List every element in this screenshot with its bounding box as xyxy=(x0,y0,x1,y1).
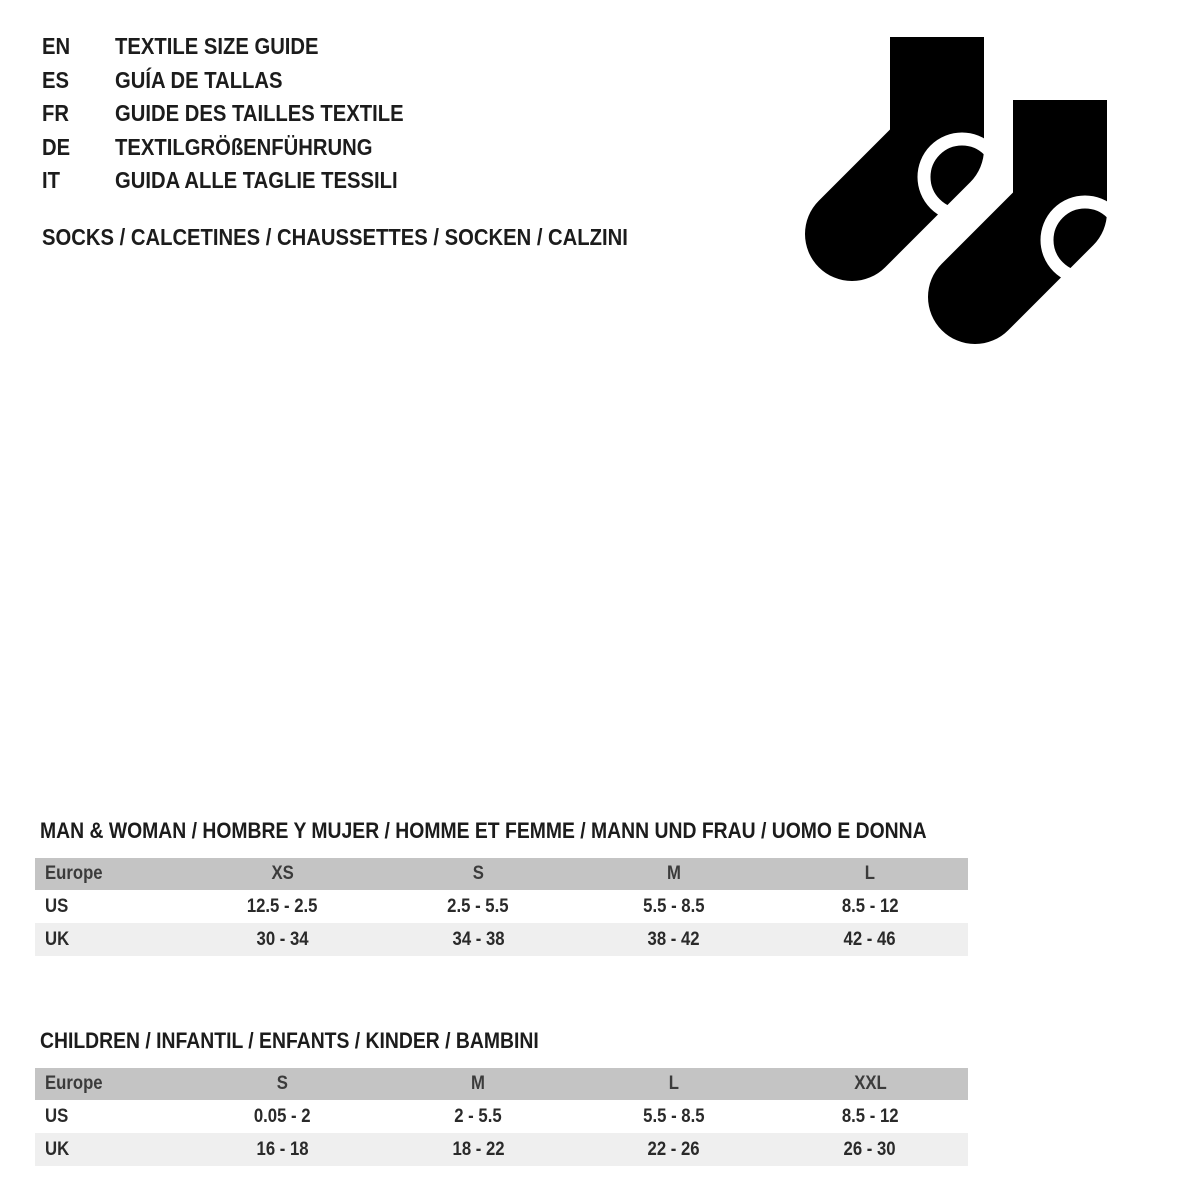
size-value-cell: 2.5 - 5.5 xyxy=(380,890,576,923)
table-header-row xyxy=(35,858,968,890)
language-title-block xyxy=(42,30,443,198)
size-value-cell: 42 - 46 xyxy=(772,923,968,956)
children-title: CHILDREN / INFANTIL / ENFANTS / KINDER / BAMBINI xyxy=(40,1028,539,1053)
size-value-cell: 18 - 22 xyxy=(380,1133,576,1166)
size-value-cell: 16 - 18 xyxy=(184,1133,380,1166)
man-woman-size-table xyxy=(35,858,968,956)
region-header-cell: Europe xyxy=(35,1068,184,1100)
size-value-cell: 0.05 - 2 xyxy=(184,1100,380,1133)
language-code: IT xyxy=(42,167,60,194)
size-value-cell: 12.5 - 2.5 xyxy=(184,890,380,923)
size-header-cell: S xyxy=(184,1068,380,1100)
table-row-uk xyxy=(35,1133,968,1166)
size-header-cell: XS xyxy=(184,858,380,890)
language-row-it xyxy=(42,164,443,198)
children-section xyxy=(35,1028,968,1166)
size-value-cell: 34 - 38 xyxy=(380,923,576,956)
language-code: DE xyxy=(42,133,71,160)
language-row-de xyxy=(42,131,443,165)
region-label-cell: US xyxy=(35,1100,184,1133)
size-value-cell: 8.5 - 12 xyxy=(772,1100,968,1133)
table-header-row xyxy=(35,1068,968,1100)
language-row-fr xyxy=(42,97,443,131)
size-header-cell: M xyxy=(380,1068,576,1100)
size-value-cell: 5.5 - 8.5 xyxy=(576,890,772,923)
size-value-cell: 2 - 5.5 xyxy=(380,1100,576,1133)
region-label-cell: UK xyxy=(35,923,184,956)
children-size-table xyxy=(35,1068,968,1166)
size-value-cell: 26 - 30 xyxy=(772,1133,968,1166)
guide-title-en: TEXTILE SIZE GUIDE xyxy=(115,33,319,60)
language-row-en xyxy=(42,30,443,64)
size-value-cell: 38 - 42 xyxy=(576,923,772,956)
guide-title-es: GUÍA DE TALLAS xyxy=(115,66,283,93)
size-header-cell: L xyxy=(576,1068,772,1100)
table-row-uk xyxy=(35,923,968,956)
sock-left xyxy=(852,37,1000,234)
language-code: EN xyxy=(42,33,71,60)
table-row-us xyxy=(35,890,968,923)
table-row-us xyxy=(35,1100,968,1133)
size-value-cell: 30 - 34 xyxy=(184,923,380,956)
size-header-cell: M xyxy=(576,858,772,890)
region-label-cell: UK xyxy=(35,1133,184,1166)
size-value-cell: 8.5 - 12 xyxy=(772,890,968,923)
product-category-line: SOCKS / CALCETINES / CHAUSSETTES / SOCKEN / CALZINI xyxy=(42,223,628,250)
language-code: ES xyxy=(42,66,70,93)
region-header-cell: Europe xyxy=(35,858,184,890)
guide-title-de: TEXTILGRÖßENFÜHRUNG xyxy=(115,133,373,160)
man-woman-title: MAN & WOMAN / HOMBRE Y MUJER / HOMME ET FEMME / MANN UND FRAU / UOMO E DONNA xyxy=(40,818,927,843)
size-header-cell: S xyxy=(380,858,576,890)
size-value-cell: 22 - 26 xyxy=(576,1133,772,1166)
region-label-cell: US xyxy=(35,890,184,923)
man-woman-section xyxy=(35,818,968,956)
language-code: FR xyxy=(42,100,69,127)
guide-title-fr: GUIDE DES TAILLES TEXTILE xyxy=(115,100,404,127)
size-header-cell: XXL xyxy=(772,1068,968,1100)
language-row-es xyxy=(42,64,443,98)
size-header-cell: L xyxy=(772,858,968,890)
socks-icon xyxy=(805,30,1120,350)
guide-title-it: GUIDA ALLE TAGLIE TESSILI xyxy=(115,167,398,194)
size-value-cell: 5.5 - 8.5 xyxy=(576,1100,772,1133)
